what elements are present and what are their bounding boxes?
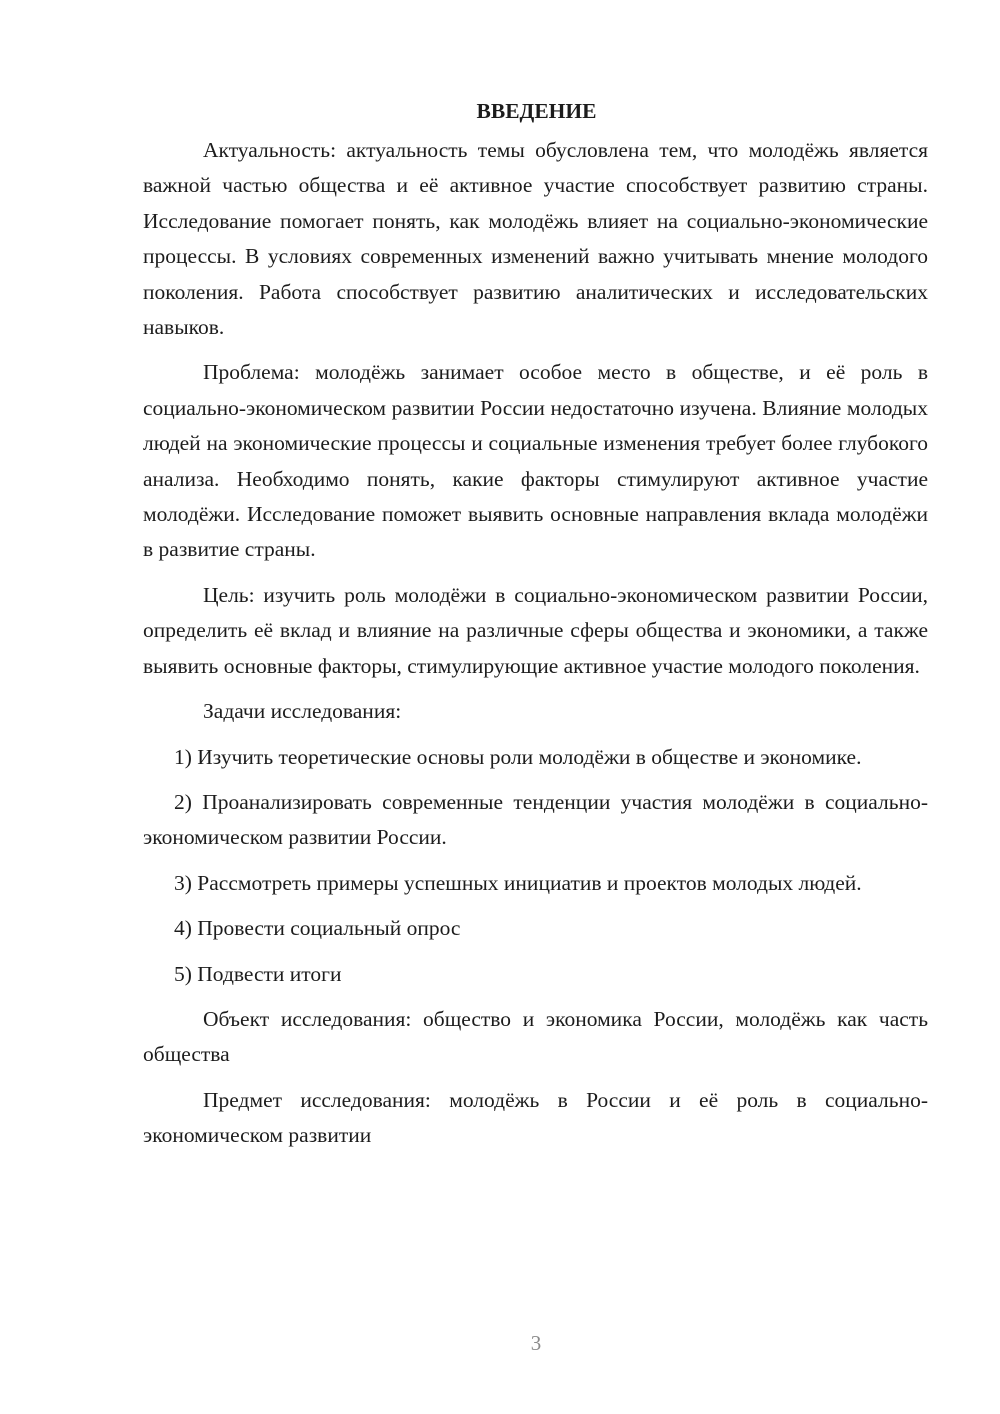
task-item-5: 5) Подвести итоги	[174, 961, 342, 986]
paragraph-subject: Предмет исследования: молодёжь в России и её роль в социально-экономическом развитии	[143, 1087, 928, 1148]
paragraph-relevance: Актуальность: актуальность темы обусловлена тем, что молодёжь является важной частью общества и её активное участие способствует развитию страны. Исследование помогает понять, как молодёжь влияет на социально-экономические процессы. В условиях современных изменений важно учитывать мнение молодого поколения. Работа способствует развитию аналитических и исследовательских навыков.	[143, 138, 928, 340]
document-title: ВВЕДЕНИЕ	[476, 99, 597, 123]
task-item-1: 1) Изучить теоретические основы роли молодёжи в обществе и экономике.	[174, 744, 862, 769]
task-item-2: 2) Проанализировать современные тенденции участия молодёжи в социально-экономическом развитии России.	[143, 789, 928, 850]
document-page	[143, 96, 928, 1164]
paragraph-goal: Цель: изучить роль молодёжи в социально-экономическом развитии России, определить её вклад и влияние на различные сферы общества и экономики, а также выявить основные факторы, стимулирующие активное участие молодого поколения.	[143, 582, 928, 678]
paragraph-object: Объект исследования: общество и экономика России, молодёжь как часть общества	[143, 1006, 928, 1067]
paragraph-problem: Проблема: молодёжь занимает особое место в обществе, и её роль в социально-экономическом развитии России недостаточно изучена. Влияние молодых людей на экономические процессы и социальные изменения требует более глубокого анализа. Необходимо понять, какие факторы стимулируют активное участие молодёжи. Исследование поможет выявить основные направления вклада молодёжи в развитие страны.	[143, 360, 928, 562]
page-number: 3	[530, 1331, 542, 1355]
task-item-3: 3) Рассмотреть примеры успешных инициатив и проектов молодых людей.	[174, 870, 862, 895]
tasks-heading: Задачи исследования:	[203, 699, 402, 724]
task-item-4: 4) Провести социальный опрос	[174, 916, 461, 941]
